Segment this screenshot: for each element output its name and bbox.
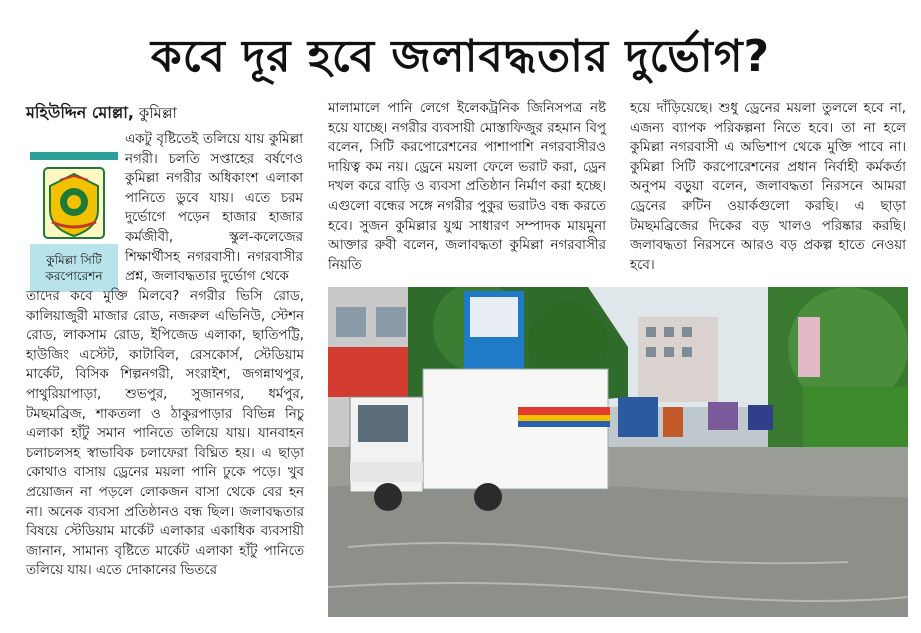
article-paragraph: তাদের কবে মুক্তি মিলবে? নগরীর ভিসি রোড, কালিয়াজুরী মাজার রোড, নজরুল এভিনিউ, স্টেশন রোড, লাকসাম রোড, ইপিজেড এলাকা, ছাতিপট্টি, হাউজিং এস্টেট, কাটাবিল, রেসকোর্স, স্টেডিয়াম মার্কেট, বিসিক শিল্পনগরী, সংরাইশ, জগন্নাথপুর, পাথুরিয়াপাড়া, শুভপুর, সুজানগর, ধর্মপুর, টমছমব্রিজ, শাকতলা ও ঠাকুরপাড়ার বিভিন্ন নিচু এলাকা হাঁটু সমান পানিতে তলিয়ে যায়। যানবাহন চলাচলসহ স্বাভাবিক চলাফেরা বিঘ্নিত হয়। এ ছাড়া কোথাও বাসায় ড্রেনের ময়লা পানি ঢুকে পড়ে। খুব প্রয়োজন না পড়লে লোকজন বাসা থেকে বের হন না। অনেক ব্যবসা প্রতিষ্ঠানও বন্ধ ছিল। জলাবদ্ধতার বিষয়ে স্টেডিয়াম মার্কেট এলাকার একাধিক ব্যবসায়ী জানান, সামান্য বৃষ্টিতে মার্কেট এলাকা হাঁটু পানিতে তলিয়ে যায়। এতে দোকানের ভিতরে [26,289,304,579]
byline [26,101,177,125]
article-paragraph: একটু বৃষ্টিতেই তলিয়ে যায় কুমিল্লা নগরী। চলতি সপ্তাহের বর্ষণেও কুমিল্লা নগরীর অধিকাংশ এলাকা পানিতে ডুবে যায়। এতে চরম দুর্ভোগে পড়েন হাজার হাজার কর্মজীবী, স্কুল-কলেজের শিক্ষার্থীসহ নগরবাসী। নগরবাসীর প্রশ্ন, জলাবদ্ধতার দুর্ভোগ থেকে [125,132,303,285]
city-corporation-emblem-icon [30,166,118,240]
article-paragraph: হয়ে দাঁড়িয়েছে। শুধু ড্রেনের ময়লা তুললে হবে না, এজন্য ব্যাপক পরিকল্পনা নিতে হবে। তা না হলে কুমিল্লা নগরবাসী এ অভিশাপ থেকে মুক্তি পাবে না। কুমিল্লা সিটি করপোরেশনের প্রধান নির্বাহী কর্মকর্তা অনুপম বড়ুয়া বলেন, জলাবদ্ধতা নিরসনে আমরা ড্রেনের রুটিন ওয়ার্কগুলো করছি। এ ছাড়া টমছমব্রিজের দিকের বড় খালও পরিষ্কার করছি। জলাবদ্ধতা নিরসনে আরও বড় প্রকল্প হাতে নেওয়া হবে। [630,101,906,273]
logo-caption-line1: কুমিল্লা সিটি [46,253,102,267]
headline: কবে দূর হবে জলাবদ্ধতার দুর্ভোগ? [150,31,771,82]
news-photo [328,287,908,617]
article-paragraph: মালামালে পানি লেগে ইলেকট্রনিক জিনিসপত্র নষ্ট হয়ে যাচ্ছে। নগরীর ব্যবসায়ী মোস্তাফিজুর রহমান বিপু বলেন, সিটি করপোরেশনের পাশাপাশি নগরবাসীরও দায়িত্ব কম নয়। ড্রেনে ময়লা ফেলে ভরাট করা, ড্রেন দখল করে বাড়ি ও ব্যবসা প্রতিষ্ঠান নির্মাণ করা হচ্ছে। এগুলো বন্ধের সঙ্গে নগরীর পুকুর ভরাটও বন্ধ করতে হবে। সুজন কুমিল্লার যুগ্ম সাধারণ সম্পাদক মায়মুনা আক্তার রুবী বলেন, জলাবদ্ধতা কুমিল্লা নগরবাসীর নিয়তি [328,101,606,273]
article-column-1-bottom [26,287,304,581]
byline-location: কুমিল্লা [138,104,177,122]
logo-caption-line2: করপোরেশন [45,269,103,283]
city-corporation-logo [30,152,118,284]
flooded-street-photo [328,287,908,617]
article-column-2 [328,99,606,275]
byline-author: মহিউদ্দিন মোল্লা, [26,103,134,122]
logo-accent-bar [30,152,118,160]
article-column-1-top [125,130,303,287]
article-column-3 [630,99,906,275]
logo-caption [30,244,118,292]
